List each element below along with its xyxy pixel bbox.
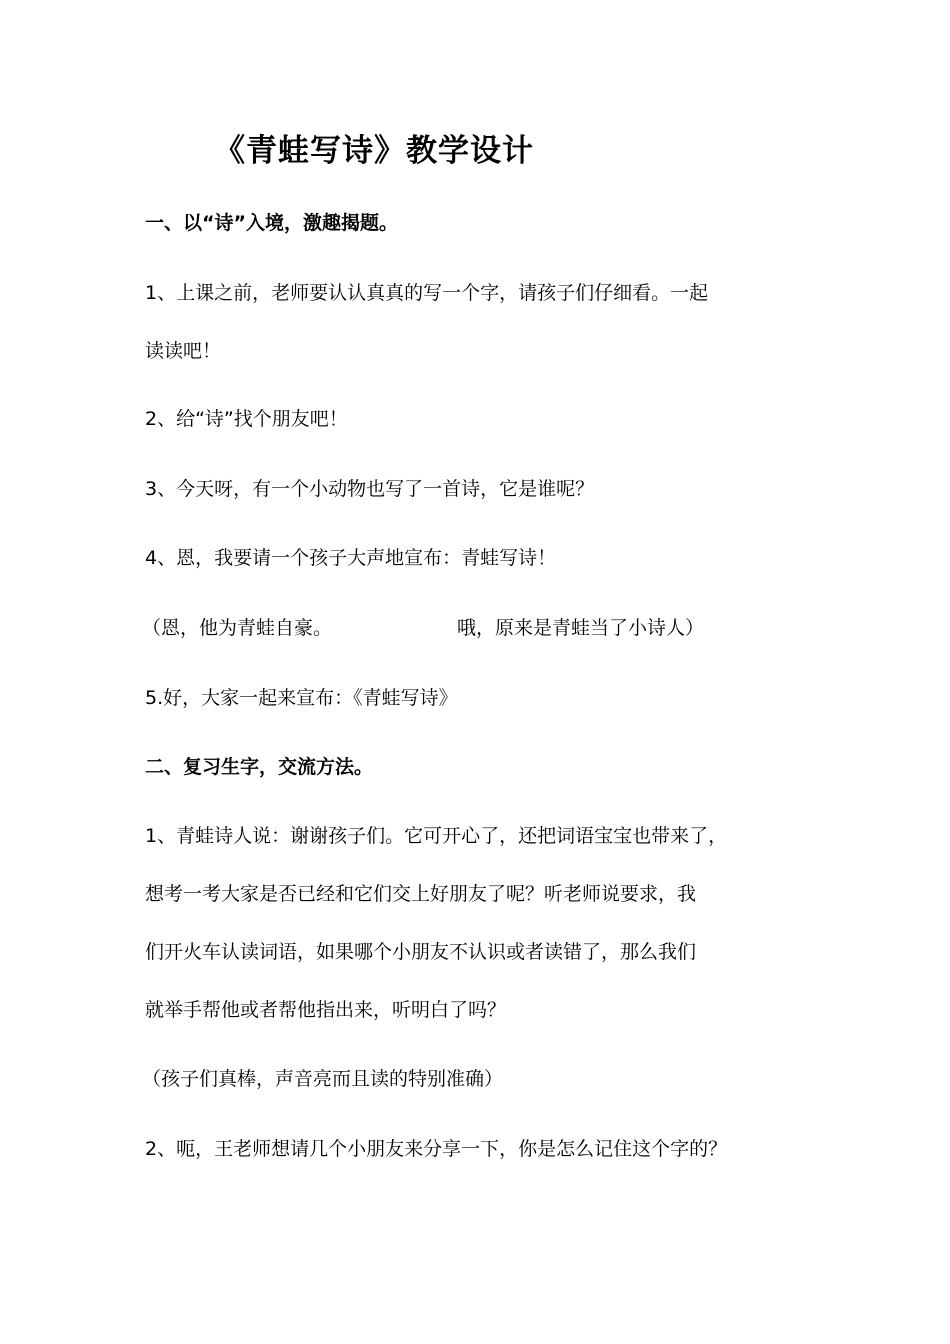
section-1-note-left: （恩，他为青蛙自豪。 bbox=[142, 617, 333, 639]
section-1-line-5: 4、恩，我要请一个孩子大声地宣布：青蛙写诗！ bbox=[145, 547, 557, 569]
section-1-line-3: 2、给“诗”找个朋友吧！ bbox=[145, 408, 348, 430]
section-1-line-4: 3、今天呀，有一个小动物也写了一首诗，它是谁呢？ bbox=[145, 478, 595, 500]
section-2-heading: 二、复习生字，交流方法。 bbox=[145, 756, 374, 778]
section-2-line-3: 们开火车认读词语，如果哪个小朋友不认识或者读错了，那么我们 bbox=[145, 941, 697, 963]
section-1-line-1: 1、上课之前，老师要认认真真的写一个字，请孩子们仔细看。一起 bbox=[145, 282, 709, 304]
section-1-note-right: 哦，原来是青蛙当了小诗人） bbox=[457, 617, 705, 639]
section-2-note: （孩子们真棒，声音亮而且读的特别准确） bbox=[142, 1068, 504, 1090]
section-2-line-5: 2、呃，王老师想请几个小朋友来分享一下，你是怎么记住这个字的？ bbox=[145, 1138, 728, 1160]
section-1-line-6: 5.好，大家一起来宣布：《青蛙写诗》 bbox=[145, 687, 458, 709]
document-title: 《青蛙写诗》教学设计 bbox=[214, 133, 534, 169]
section-1-line-2: 读读吧！ bbox=[145, 340, 222, 362]
section-2-line-4: 就举手帮他或者帮他指出来，听明白了吗？ bbox=[145, 999, 507, 1021]
section-2-line-1: 1、青蛙诗人说：谢谢孩子们。它可开心了，还把词语宝宝也带来了， bbox=[145, 825, 728, 847]
section-2-line-2: 想考一考大家是否已经和它们交上好朋友了呢？听老师说要求，我 bbox=[145, 883, 697, 905]
section-1-heading: 一、以“诗”入境，激趣揭题。 bbox=[145, 212, 398, 234]
